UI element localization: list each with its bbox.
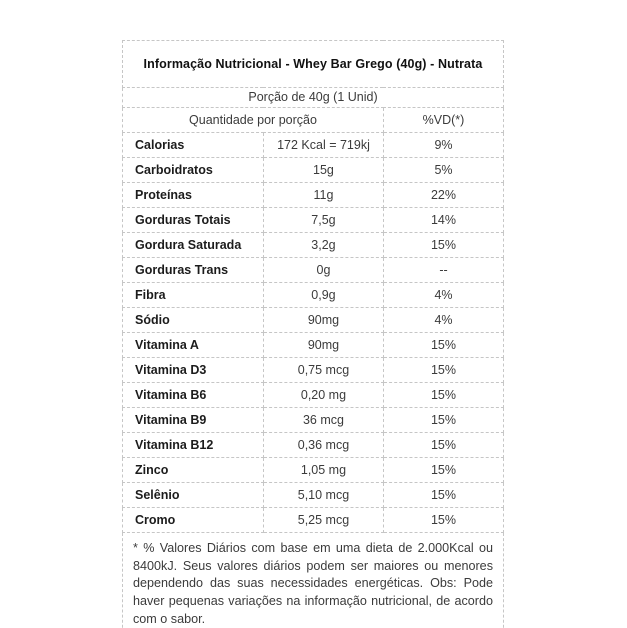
nutrient-quantity: 1,05 mg: [263, 458, 383, 483]
nutrient-daily-value: 15%: [383, 408, 503, 433]
table-row: [123, 308, 504, 333]
table-row: [123, 133, 504, 158]
nutrient-daily-value: 15%: [383, 358, 503, 383]
nutrient-daily-value: 5%: [383, 158, 503, 183]
nutrient-daily-value: 15%: [383, 458, 503, 483]
column-header-daily-value: %VD(*): [383, 108, 503, 133]
nutrient-daily-value: --: [383, 258, 503, 283]
table-row: [123, 408, 504, 433]
nutrient-daily-value: 4%: [383, 283, 503, 308]
nutrient-label: Carboidratos: [123, 158, 264, 183]
portion-text: Porção de 40g (1 Unid): [123, 88, 504, 108]
footnote-text: * % Valores Diários com base em uma dieta de 2.000Kcal ou 8400kJ. Seus valores diários podem ser maiores ou menores dependendo das suas necessidades energéticas. Obs: Pode haver pequenas variações na informação nutricional, de acordo com o sabor.: [123, 533, 504, 628]
nutrient-label: Vitamina B6: [123, 383, 264, 408]
table-row: [123, 458, 504, 483]
nutrition-table: [122, 40, 504, 628]
table-row: [123, 183, 504, 208]
nutrient-label: Gorduras Totais: [123, 208, 264, 233]
nutrient-daily-value: 15%: [383, 233, 503, 258]
nutrient-daily-value: 15%: [383, 483, 503, 508]
nutrient-quantity: 0,20 mg: [263, 383, 383, 408]
nutrient-daily-value: 15%: [383, 383, 503, 408]
table-row: [123, 483, 504, 508]
table-row: [123, 258, 504, 283]
nutrient-quantity: 0,36 mcg: [263, 433, 383, 458]
table-row: [123, 433, 504, 458]
nutrient-quantity: 0,75 mcg: [263, 358, 383, 383]
nutrient-quantity: 172 Kcal = 719kj: [263, 133, 383, 158]
nutrient-label: Sódio: [123, 308, 264, 333]
column-header-quantity: Quantidade por porção: [123, 108, 384, 133]
table-row: [123, 283, 504, 308]
nutrient-label: Fibra: [123, 283, 264, 308]
table-title: Informação Nutricional - Whey Bar Grego (40g) - Nutrata: [123, 41, 504, 88]
nutrient-quantity: 90mg: [263, 333, 383, 358]
nutrient-quantity: 36 mcg: [263, 408, 383, 433]
nutrient-label: Selênio: [123, 483, 264, 508]
nutrient-daily-value: 4%: [383, 308, 503, 333]
table-row: [123, 508, 504, 533]
nutrient-quantity: 0,9g: [263, 283, 383, 308]
nutrition-table-card: [122, 40, 504, 628]
nutrient-daily-value: 14%: [383, 208, 503, 233]
nutrient-label: Vitamina B12: [123, 433, 264, 458]
nutrient-quantity: 0g: [263, 258, 383, 283]
column-header-row: [123, 108, 504, 133]
nutrient-quantity: 90mg: [263, 308, 383, 333]
nutrient-label: Gordura Saturada: [123, 233, 264, 258]
nutrient-label: Calorias: [123, 133, 264, 158]
nutrient-quantity: 15g: [263, 158, 383, 183]
nutrient-quantity: 5,25 mcg: [263, 508, 383, 533]
nutrient-label: Proteínas: [123, 183, 264, 208]
title-row: [123, 41, 504, 88]
table-row: [123, 208, 504, 233]
table-row: [123, 333, 504, 358]
nutrient-quantity: 11g: [263, 183, 383, 208]
nutrient-daily-value: 22%: [383, 183, 503, 208]
nutrient-daily-value: 9%: [383, 133, 503, 158]
nutrient-label: Zinco: [123, 458, 264, 483]
nutrient-daily-value: 15%: [383, 508, 503, 533]
table-row: [123, 233, 504, 258]
table-row: [123, 383, 504, 408]
nutrient-label: Vitamina A: [123, 333, 264, 358]
nutrient-label: Gorduras Trans: [123, 258, 264, 283]
portion-row: [123, 88, 504, 108]
nutrient-label: Vitamina B9: [123, 408, 264, 433]
nutrient-label: Vitamina D3: [123, 358, 264, 383]
nutrient-daily-value: 15%: [383, 333, 503, 358]
nutrient-quantity: 7,5g: [263, 208, 383, 233]
nutrient-quantity: 5,10 mcg: [263, 483, 383, 508]
nutrient-label: Cromo: [123, 508, 264, 533]
table-row: [123, 358, 504, 383]
nutrient-daily-value: 15%: [383, 433, 503, 458]
nutrient-quantity: 3,2g: [263, 233, 383, 258]
table-row: [123, 158, 504, 183]
footnote-row: [123, 533, 504, 628]
